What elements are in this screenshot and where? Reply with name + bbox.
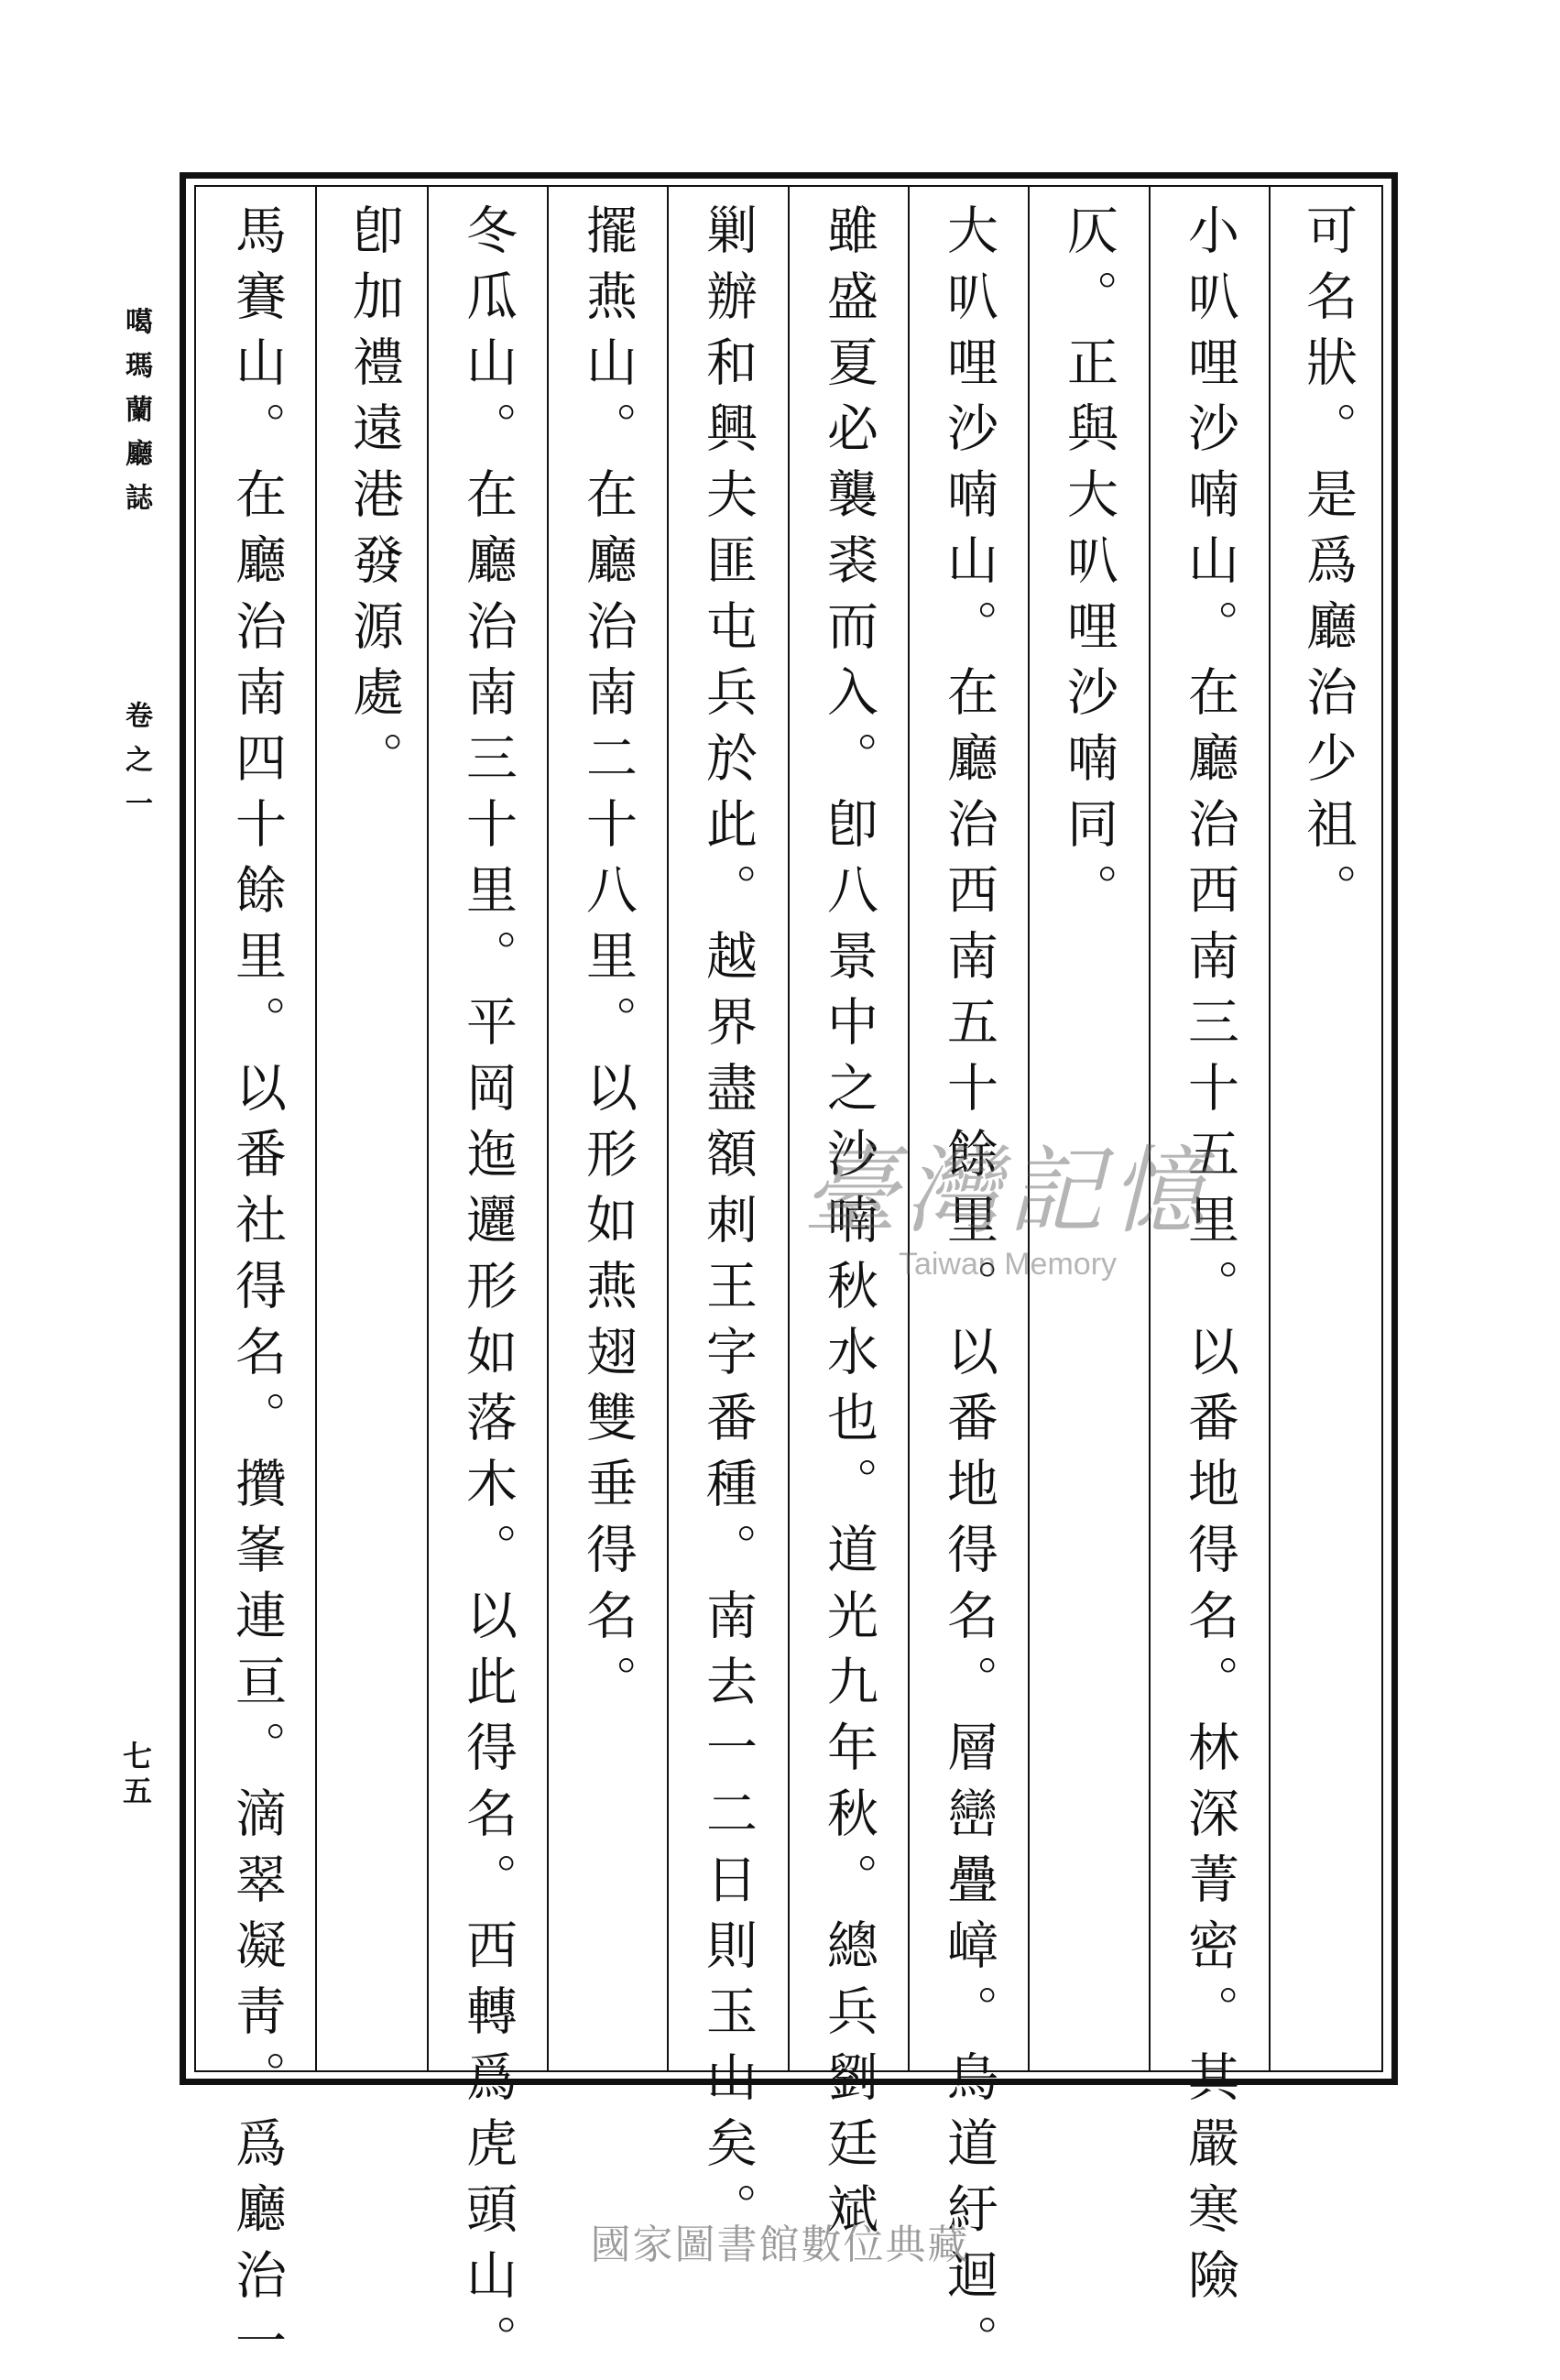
text-column-1: 可名狀。是爲廳治少祖。 (1298, 203, 1358, 929)
margin-book-title: 噶瑪蘭廳誌 (120, 307, 152, 527)
margin-volume: 卷之一 (120, 701, 152, 833)
taiwan-memory-watermark (769, 1136, 1246, 1301)
text-column-3: 仄。正與大叭哩沙喃同。 (1059, 203, 1118, 929)
footer-credit: 國家圖書館數位典藏 (590, 2222, 970, 2268)
watermark-english: Taiwan Memory (898, 1247, 1118, 1282)
text-column-7: 擺燕山。在廳治南二十八里。以形如燕翅雙垂得名。 (578, 203, 638, 1720)
text-column-5: 雖盛夏必襲裘而入。卽八景中之沙喃秋水也。道光九年秋。總兵劉廷斌 (819, 203, 878, 2248)
text-column-2: 小叭哩沙喃山。在廳治西南三十五里。以番地得名。林深菁密。其嚴寒險 (1180, 203, 1239, 2314)
margin-page-number: 七五 (118, 1741, 153, 1810)
text-column-10: 馬賽山。在廳治南四十餘里。以番社得名。攢峯連亘。滴翠凝靑。爲廳治一 (227, 203, 287, 2380)
text-column-6: 剿辦和興夫匪屯兵於此。越界盡額刺王字番種。南去一二日則玉山矣。 (698, 203, 758, 2248)
text-column-4: 大叭哩沙喃山。在廳治西南五十餘里。以番地得名。層巒疊嶂。鳥道紆迴。 (939, 203, 998, 2380)
text-column-9: 卽加禮遠港發源處。 (344, 203, 404, 797)
watermark-chinese: 臺灣記憶 (802, 1135, 1213, 1247)
text-column-8: 冬瓜山。在廳治南三十里。平岡迤邐形如落木。以此得名。西轉爲虎頭山。 (458, 203, 518, 2380)
